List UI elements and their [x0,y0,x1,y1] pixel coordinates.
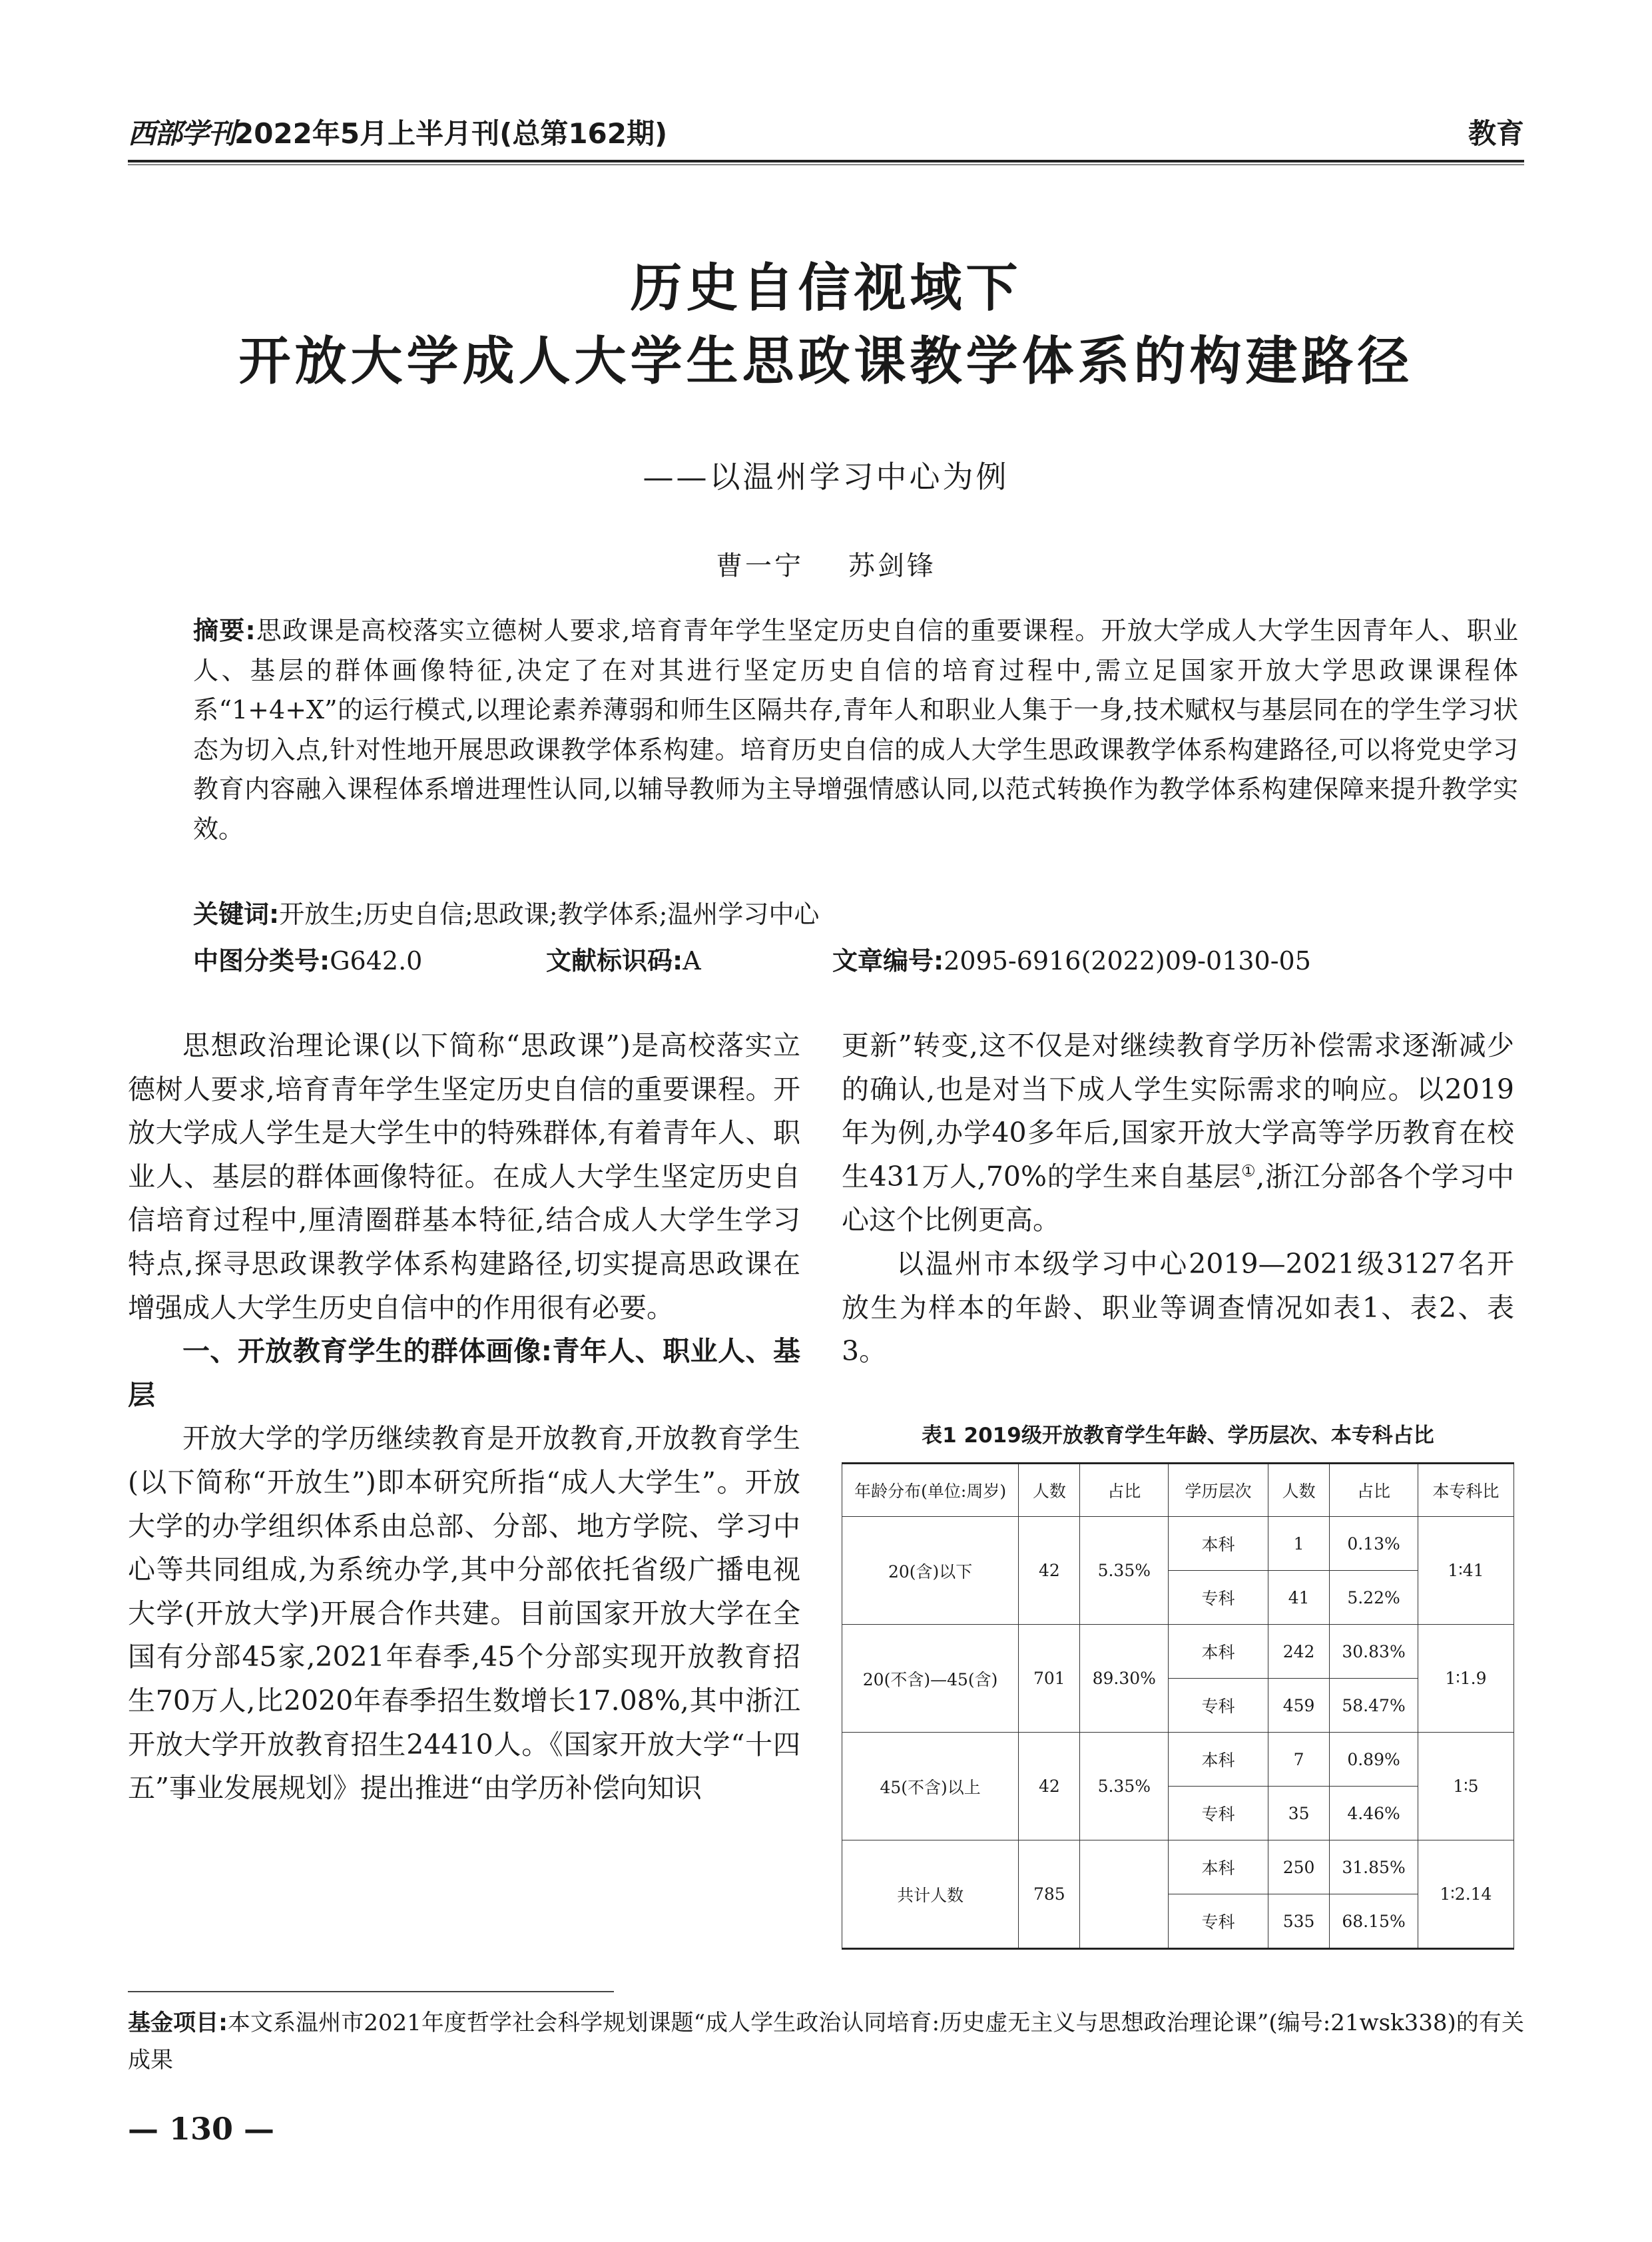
table-cell: 35 [1268,1787,1329,1840]
table-cell: 242 [1268,1625,1329,1679]
footnote-rule [128,1991,614,1992]
header-rule-thin [128,164,1524,165]
table-cell: 68.15% [1330,1894,1418,1949]
table-cell: 1∶1.9 [1418,1625,1514,1733]
table-cell: 本科 [1169,1840,1268,1894]
table-cell: 5.35% [1080,1517,1169,1625]
table-cell: 41 [1268,1571,1329,1625]
article-title-line2: 开放大学成人大学生思政课教学体系的构建路径 [238,332,1414,392]
table-header-cell: 人数 [1019,1464,1080,1517]
table-cell: 共计人数 [842,1840,1019,1949]
table-cell: 7 [1268,1733,1329,1787]
footnote-marker: ① [1241,1161,1256,1181]
issue-label: 2022年5月上半月刊(总第162期) [234,117,668,150]
table-cell: 专科 [1169,1679,1268,1733]
table-header-cell: 年龄分布(单位:周岁) [842,1464,1019,1517]
table-row [842,1517,1514,1571]
table-header-cell: 占比 [1330,1464,1418,1517]
keywords-label: 关键词: [193,900,280,929]
journal-issue [128,112,667,152]
header-rule [128,160,1524,162]
clc-label: 中图分类号: [193,946,330,976]
fund-note [128,2004,1524,2079]
fund-label: 基金项目: [128,2010,228,2036]
table-cell: 5.35% [1080,1733,1169,1840]
body-paragraph: 以温州市本级学习中心2019—2021级3127名开放生为样本的年龄、职业等调查情况如表1、表2、表3。 [842,1247,1514,1368]
body-text: 更新”转变,这不仅是对继续教育学历补偿需求逐渐减少的确认,也是对当下成人学生实际需求的响应。以2019年为例,办学40多年后,国家开放大学高等学历教育在校生431万人,70%的学生来自基层 [842,1029,1514,1193]
table-cell: 本科 [1169,1625,1268,1679]
table-cell: 专科 [1169,1787,1268,1840]
table-cell: 1∶41 [1418,1517,1514,1625]
table-cell: 89.30% [1080,1625,1169,1733]
article-number [832,940,1311,977]
clc-number [193,940,422,977]
table-header-cell: 本专科比 [1418,1464,1514,1517]
table-cell: 本科 [1169,1517,1268,1571]
table-cell: 专科 [1169,1571,1268,1625]
table-cell: 30.83% [1330,1625,1418,1679]
table-caption: 表1 2019级开放教育学生年龄、学历层次、本专科占比 [922,1424,1434,1448]
table-cell: 250 [1268,1840,1329,1894]
table-cell: 701 [1019,1625,1080,1733]
abstract-text: 思政课是高校落实立德树人要求,培育青年学生坚定历史自信的重要课程。开放大学成人大学生因青年人、职业人、基层的群体画像特征,决定了在对其进行坚定历史自信的培育过程中,需立足国家开放大学思政课课程体系“1+4+X”的运行模式,以理论素养薄弱和师生区隔共存,青年人和职业人集于一身,技术赋权与基层同在的学生学习状态为切入点,针对性地开展思政课教学体系构建。培育历史自信的成人大学生思政课教学体系构建路径,可以将党史学习教育内容融入课程体系增进理性认同,以辅导教师为主导增强情感认同,以范式转换作为教学体系构建保障来提升教学实效。 [193,616,1518,844]
page-number: — 130 — [128,2111,275,2147]
abstract [193,611,1518,849]
table-row [842,1625,1514,1679]
table-cell: 58.47% [1330,1679,1418,1733]
body-paragraph: 思想政治理论课(以下简称“思政课”)是高校落实立德树人要求,培育青年学生坚定历史自信的重要课程。开放大学成人学生是大学生中的特殊群体,有着青年人、职业人、基层的群体画像特征。在成人大学生坚定历史自信培育过程中,厘清圈群基本特征,结合成人大学生学习特点,探寻思政课教学体系构建路径,切实提高思政课在增强成人大学生历史自信中的作用很有必要。 [128,1029,800,1324]
clc-value: G642.0 [330,946,423,976]
article-subtitle: ——以温州学习中心为例 [643,459,1009,495]
table-cell: 42 [1019,1517,1080,1625]
table-cell: 1∶2.14 [1418,1840,1514,1949]
table-cell: 本科 [1169,1733,1268,1787]
table-cell: 42 [1019,1733,1080,1840]
article-title-line1: 历史自信视域下 [630,258,1022,318]
body-paragraph [842,1024,1514,1243]
table-header-cell: 占比 [1080,1464,1169,1517]
section-heading: 一、开放教育学生的群体画像:青年人、职业人、基层 [128,1335,800,1411]
journal-logo: 西部学刊 [128,117,235,150]
article-number-value: 2095-6916(2022)09-0130-05 [944,946,1311,976]
table-row [842,1733,1514,1787]
left-column [128,1024,800,1811]
table-cell: 专科 [1169,1894,1268,1949]
article-number-label: 文章编号: [832,946,944,976]
table-header-cell: 学历层次 [1169,1464,1268,1517]
authors: 曹一宁 苏剑锋 [716,551,936,581]
keywords-text: 开放生;历史自信;思政课;教学体系;温州学习中心 [279,900,820,929]
doc-code [546,940,701,977]
table-cell: 0.89% [1330,1733,1418,1787]
body-paragraph: 开放大学的学历继续教育是开放教育,开放教育学生(以下简称“开放生”)即本研究所指“成人大学生”。开放大学的办学组织体系由总部、分部、地方学院、学习中心等共同组成,为系统办学,其中分部依托省级广播电视大学(开放大学)开展合作共建。目前国家开放大学在全国有分部45家,2021年春季,45个分部实现开放教育招生70万人,比2020年春季招生数增长17.08%,其中浙江开放大学开放教育招生24410人。《国家开放大学“十四五”事业发展规划》提出推进“由学历补偿向知识 [128,1422,800,1805]
table-cell: 1 [1268,1517,1329,1571]
table-cell: 45(不含)以上 [842,1733,1019,1840]
right-column [842,1024,1514,1374]
fund-text: 本文系温州市2021年度哲学社会科学规划课题“成人学生政治认同培育:历史虚无主义与思想政治理论课”(编号:21wsk338)的有关成果 [128,2010,1524,2074]
table-cell: 20(不含)—45(含) [842,1625,1019,1733]
abstract-label: 摘要: [193,616,256,645]
table-cell [1080,1840,1169,1949]
table-cell: 535 [1268,1894,1329,1949]
table-cell: 31.85% [1330,1840,1418,1894]
table-cell: 1∶5 [1418,1733,1514,1840]
table-row [842,1840,1514,1894]
table-cell: 5.22% [1330,1571,1418,1625]
table-cell: 4.46% [1330,1787,1418,1840]
doc-value: A [683,946,701,976]
section-label: 教育 [1468,117,1524,150]
table-cell: 785 [1019,1840,1080,1949]
table-header-row [842,1464,1514,1517]
body-text: ,浙江分部各个学习中心这个比例更高。 [842,1160,1514,1237]
data-table [842,1462,1514,1950]
running-header [128,112,1524,158]
table-cell: 0.13% [1330,1517,1418,1571]
keywords [193,894,1518,930]
doc-label: 文献标识码: [546,946,683,976]
table-cell: 459 [1268,1679,1329,1733]
table-header-cell: 人数 [1268,1464,1329,1517]
table-cell: 20(含)以下 [842,1517,1019,1625]
